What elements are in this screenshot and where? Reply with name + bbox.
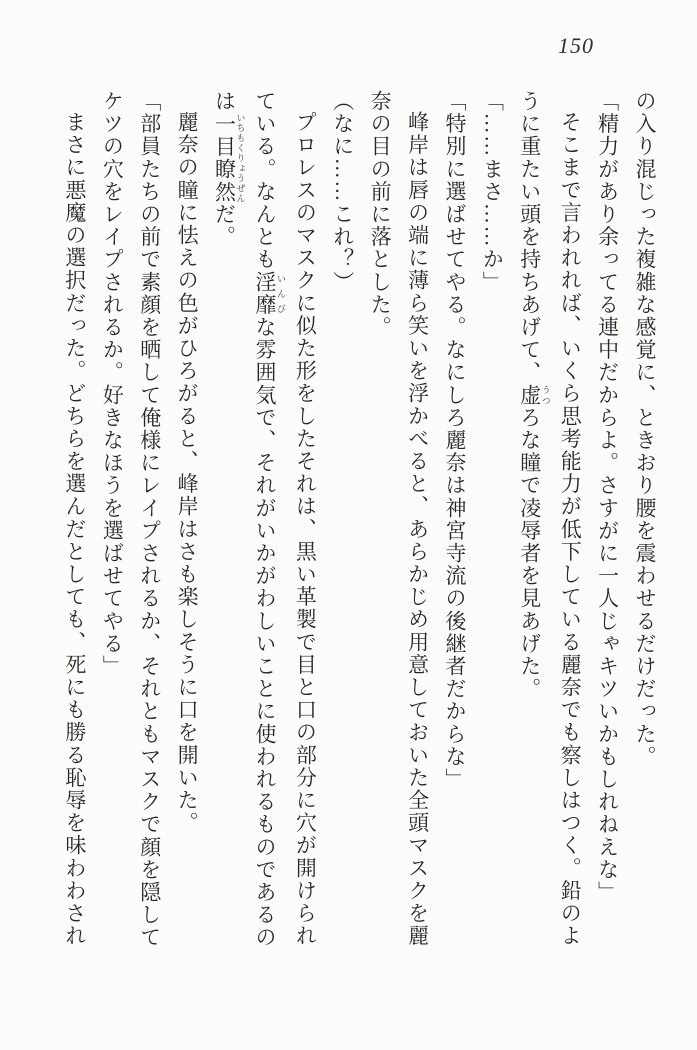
text-line: [588, 90, 625, 970]
text-run: うに重たい頭を持ちあげて、: [517, 90, 542, 384]
ruby-annotated-text: 虚 うつ: [517, 383, 551, 407]
text-run: 「……まさ……か」: [480, 90, 505, 294]
furigana: うつ: [540, 383, 551, 407]
text-line: [626, 90, 663, 970]
text-line: [323, 90, 360, 970]
text-run: な雰囲気で、それがいかがわしいことに使われるものであるの: [252, 316, 277, 949]
text-run: 峰岸は唇の端に薄ら笑いを浮かべると、あらかじめ用意しておいた全頭マスクを麗: [405, 111, 430, 948]
text-run: だ。: [212, 203, 237, 249]
text-run: ている。なんとも: [252, 90, 277, 271]
text-run: そこまで言われれば、いくら思考能力が低下している麗奈でも察しはつく。鉛のよ: [558, 111, 583, 948]
text-line: [130, 90, 167, 970]
text-line: [361, 90, 398, 970]
text-line: [286, 90, 323, 970]
text-run: の入り混じった複雑な感覚に、ときおり腰を震わせるだけだった。: [633, 90, 657, 768]
text-line: [205, 90, 245, 970]
text-line: [246, 90, 286, 970]
text-line: [436, 90, 473, 970]
ruby-annotated-text: 淫靡 いんび: [252, 270, 286, 317]
text-run: は: [212, 90, 237, 113]
text-run: 「精力があり余ってる連中だからよ。さすがに一人じゃキツいかもしれねえな」: [595, 90, 620, 904]
furigana: いんび: [275, 270, 286, 317]
text-run: 麗奈の瞳に怯えの色がひろがると、峰岸はさも楽しそうに口を開いた。: [175, 111, 200, 835]
text-run: 「部員たちの前で素顔を晒して俺様にレイプされるか、それともマスクで顔を隠して: [137, 90, 162, 949]
text-run: まさに悪魔の選択だった。どちらを選んだとしても、死にも勝る恥辱を味わわされ: [62, 111, 87, 948]
text-run: ろな瞳で凌辱者を見あげた。: [517, 406, 542, 701]
ruby-annotated-text: 一目瞭然 いちもくりょうぜん: [212, 112, 246, 204]
furigana: いちもくりょうぜん: [235, 112, 246, 204]
text-line: [168, 90, 205, 970]
text-line: [93, 90, 130, 970]
text-run: （なに……これ？）: [330, 90, 355, 294]
text-line: [56, 90, 93, 970]
text-line: [510, 90, 550, 970]
text-run: 奈の目の前に落とした。: [368, 90, 393, 339]
text-run: ケツの穴をレイプされるか。好きなほうを選ばせてやる」: [100, 90, 125, 678]
text-line: [551, 90, 588, 970]
page-number: 150: [558, 33, 594, 58]
text-line: [473, 90, 510, 970]
text-block: [56, 90, 664, 970]
text-line: [398, 90, 435, 970]
text-run: 「特別に選ばせてやる。なにしろ麗奈は神宮寺流の後継者だからな」: [442, 90, 467, 791]
text-run: プロレスのマスクに似た形をしたそれは、黒い革製で目と口の部分に穴が開けられ: [293, 111, 318, 948]
